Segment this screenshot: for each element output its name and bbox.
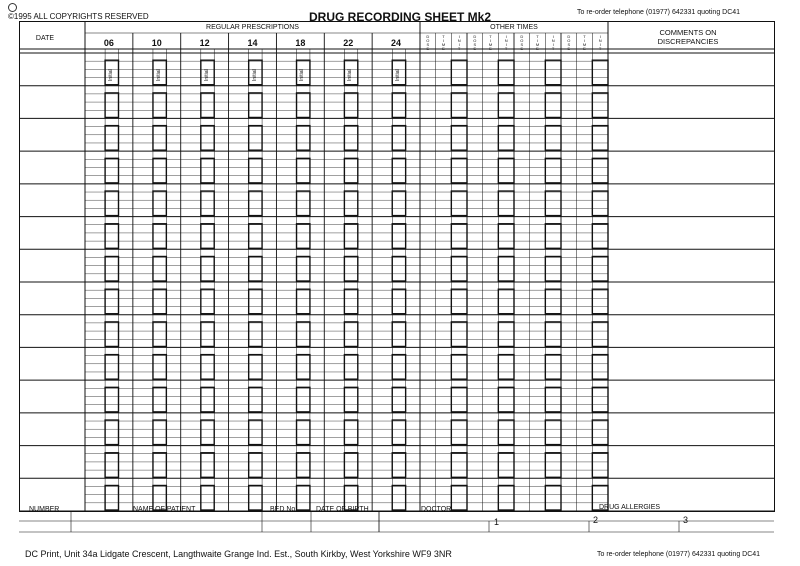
initial-box[interactable] bbox=[201, 485, 214, 510]
initial-box[interactable] bbox=[249, 224, 262, 249]
other-initial-box[interactable] bbox=[498, 60, 514, 85]
initial-box[interactable] bbox=[297, 289, 310, 314]
time-header-3: 14 bbox=[247, 38, 258, 48]
other-initial-box[interactable] bbox=[545, 126, 561, 151]
other-initial-box[interactable] bbox=[545, 93, 561, 118]
initial-box[interactable] bbox=[297, 355, 310, 380]
other-initial-box[interactable] bbox=[592, 289, 608, 314]
initial-box[interactable] bbox=[392, 355, 405, 380]
other-initial-box[interactable] bbox=[592, 453, 608, 478]
initial-label-1: Initial bbox=[155, 69, 162, 81]
initial-box[interactable] bbox=[201, 387, 214, 412]
other-initial-box[interactable] bbox=[451, 93, 467, 118]
allergy-slot-2: 2 bbox=[593, 515, 599, 525]
initial-box[interactable] bbox=[105, 420, 118, 445]
other-times-header: OTHER TIMES bbox=[490, 24, 538, 31]
other-initial-box[interactable] bbox=[498, 289, 514, 314]
initial-box[interactable] bbox=[105, 191, 118, 216]
other-sublabel: D O S E bbox=[520, 34, 524, 51]
initial-box[interactable] bbox=[297, 224, 310, 249]
comments-header: COMMENTS ON DISCREPANCIES bbox=[657, 28, 719, 46]
other-initial-box[interactable] bbox=[498, 158, 514, 183]
drug-allergies-label: DRUG ALLERGIES bbox=[599, 504, 661, 511]
initial-box[interactable] bbox=[201, 453, 214, 478]
initial-box[interactable] bbox=[153, 453, 166, 478]
initial-box[interactable] bbox=[297, 485, 310, 510]
other-initial-box[interactable] bbox=[592, 322, 608, 347]
initial-box[interactable] bbox=[105, 256, 118, 281]
regular-prescriptions-header: REGULAR PRESCRIPTIONS bbox=[206, 24, 299, 31]
initial-box[interactable] bbox=[344, 158, 357, 183]
other-initial-box[interactable] bbox=[545, 224, 561, 249]
other-initial-box[interactable] bbox=[545, 355, 561, 380]
initial-box[interactable] bbox=[297, 126, 310, 151]
initial-box[interactable] bbox=[392, 289, 405, 314]
other-initial-box[interactable] bbox=[498, 420, 514, 445]
other-initial-box[interactable] bbox=[451, 453, 467, 478]
initial-box[interactable] bbox=[249, 158, 262, 183]
other-initial-box[interactable] bbox=[592, 158, 608, 183]
date-header: DATE bbox=[35, 35, 55, 42]
initial-box[interactable] bbox=[392, 387, 405, 412]
other-initial-box[interactable] bbox=[545, 158, 561, 183]
other-initial-box[interactable] bbox=[592, 93, 608, 118]
recording-grid bbox=[19, 21, 779, 533]
initial-label-4: Initial bbox=[299, 69, 306, 81]
initial-box[interactable] bbox=[201, 93, 214, 118]
initial-box[interactable] bbox=[105, 224, 118, 249]
other-initial-box[interactable] bbox=[451, 158, 467, 183]
patient-name-label: NAME OF PATIENT bbox=[133, 506, 196, 513]
other-initial-box[interactable] bbox=[498, 191, 514, 216]
other-initial-box[interactable] bbox=[545, 322, 561, 347]
other-initial-box[interactable] bbox=[451, 387, 467, 412]
initial-label-0: Initial bbox=[107, 69, 114, 81]
other-initial-box[interactable] bbox=[498, 355, 514, 380]
other-sublabel: D O S E bbox=[473, 34, 477, 51]
other-sublabel: I N I T bbox=[551, 34, 555, 51]
other-initial-box[interactable] bbox=[498, 387, 514, 412]
number-label: NUMBER bbox=[29, 506, 60, 513]
initial-box[interactable] bbox=[297, 453, 310, 478]
other-initial-box[interactable] bbox=[592, 60, 608, 85]
initial-box[interactable] bbox=[153, 256, 166, 281]
initial-box[interactable] bbox=[392, 126, 405, 151]
initial-box[interactable] bbox=[201, 420, 214, 445]
initial-box[interactable] bbox=[153, 126, 166, 151]
other-sublabel: I N I T bbox=[598, 34, 602, 51]
initial-box[interactable] bbox=[344, 355, 357, 380]
other-initial-box[interactable] bbox=[592, 420, 608, 445]
other-initial-box[interactable] bbox=[451, 420, 467, 445]
initial-box[interactable] bbox=[249, 453, 262, 478]
initial-box[interactable] bbox=[392, 322, 405, 347]
initial-box[interactable] bbox=[392, 93, 405, 118]
printer-address: DC Print, Unit 34a Lidgate Crescent, Langthwaite Grange Ind. Est., South Kirkby, West Yorkshire WF9 3NR bbox=[25, 549, 452, 559]
other-initial-box[interactable] bbox=[592, 355, 608, 380]
doctor-label: DOCTOR bbox=[421, 506, 452, 513]
initial-box[interactable] bbox=[249, 387, 262, 412]
other-initial-box[interactable] bbox=[592, 126, 608, 151]
reorder-notice-bottom: To re-order telephone (01977) 642331 quoting DC41 bbox=[597, 551, 761, 558]
other-initial-box[interactable] bbox=[545, 387, 561, 412]
initial-box[interactable] bbox=[249, 322, 262, 347]
initial-box[interactable] bbox=[344, 289, 357, 314]
initial-box[interactable] bbox=[249, 93, 262, 118]
other-sublabel: D O S E bbox=[567, 34, 571, 51]
form-title: DRUG RECORDING SHEET Mk2 bbox=[308, 10, 492, 24]
initial-box[interactable] bbox=[344, 191, 357, 216]
other-initial-box[interactable] bbox=[498, 126, 514, 151]
initial-box[interactable] bbox=[105, 387, 118, 412]
initial-box[interactable] bbox=[344, 420, 357, 445]
initial-box[interactable] bbox=[153, 289, 166, 314]
other-sublabel: I N I T bbox=[504, 34, 508, 51]
initial-box[interactable] bbox=[392, 224, 405, 249]
initial-box[interactable] bbox=[201, 191, 214, 216]
allergy-slot-1: 1 bbox=[494, 517, 500, 527]
initial-box[interactable] bbox=[201, 224, 214, 249]
other-initial-box[interactable] bbox=[451, 60, 467, 85]
initial-box[interactable] bbox=[249, 289, 262, 314]
allergy-slot-3: 3 bbox=[683, 515, 689, 525]
time-header-6: 24 bbox=[391, 38, 402, 48]
other-initial-box[interactable] bbox=[451, 289, 467, 314]
initial-box[interactable] bbox=[297, 93, 310, 118]
other-sublabel: T I M E bbox=[535, 34, 540, 51]
initial-box[interactable] bbox=[249, 126, 262, 151]
initial-box[interactable] bbox=[201, 289, 214, 314]
bed-number-label: BED No. bbox=[270, 506, 298, 513]
initial-box[interactable] bbox=[105, 289, 118, 314]
other-initial-box[interactable] bbox=[451, 256, 467, 281]
initial-box[interactable] bbox=[392, 420, 405, 445]
initial-box[interactable] bbox=[344, 453, 357, 478]
initial-box[interactable] bbox=[153, 322, 166, 347]
initial-box[interactable] bbox=[344, 93, 357, 118]
initial-box[interactable] bbox=[344, 126, 357, 151]
initial-box[interactable] bbox=[201, 322, 214, 347]
initial-label-2: Initial bbox=[203, 69, 210, 81]
initial-box[interactable] bbox=[105, 158, 118, 183]
initial-box[interactable] bbox=[392, 191, 405, 216]
initial-box[interactable] bbox=[249, 191, 262, 216]
other-initial-box[interactable] bbox=[451, 191, 467, 216]
initial-box[interactable] bbox=[392, 453, 405, 478]
initial-box[interactable] bbox=[392, 158, 405, 183]
other-initial-box[interactable] bbox=[592, 224, 608, 249]
other-initial-box[interactable] bbox=[498, 93, 514, 118]
other-initial-box[interactable] bbox=[498, 322, 514, 347]
initial-box[interactable] bbox=[249, 355, 262, 380]
other-initial-box[interactable] bbox=[545, 256, 561, 281]
initial-box[interactable] bbox=[344, 224, 357, 249]
initial-box[interactable] bbox=[297, 420, 310, 445]
other-initial-box[interactable] bbox=[498, 453, 514, 478]
initial-box[interactable] bbox=[105, 355, 118, 380]
other-initial-box[interactable] bbox=[592, 256, 608, 281]
initial-box[interactable] bbox=[297, 191, 310, 216]
other-initial-box[interactable] bbox=[592, 387, 608, 412]
copyright-notice: ©1995 ALL COPYRIGHTS RESERVED bbox=[8, 12, 149, 21]
time-header-2: 12 bbox=[199, 38, 210, 48]
initial-box[interactable] bbox=[153, 93, 166, 118]
other-initial-box[interactable] bbox=[451, 126, 467, 151]
other-initial-box[interactable] bbox=[545, 453, 561, 478]
initial-box[interactable] bbox=[153, 355, 166, 380]
initial-label-3: Initial bbox=[251, 69, 258, 81]
initial-box[interactable] bbox=[105, 453, 118, 478]
initial-box[interactable] bbox=[249, 256, 262, 281]
other-initial-box[interactable] bbox=[451, 322, 467, 347]
other-initial-box[interactable] bbox=[545, 485, 561, 510]
initial-box[interactable] bbox=[201, 158, 214, 183]
initial-box[interactable] bbox=[153, 158, 166, 183]
initial-box[interactable] bbox=[249, 485, 262, 510]
initial-box[interactable] bbox=[201, 355, 214, 380]
initial-label-6: Initial bbox=[395, 69, 402, 81]
reorder-notice-top: To re-order telephone (01977) 642331 quoting DC41 bbox=[577, 9, 741, 16]
initial-box[interactable] bbox=[297, 158, 310, 183]
initial-box[interactable] bbox=[201, 126, 214, 151]
other-initial-box[interactable] bbox=[592, 191, 608, 216]
initial-box[interactable] bbox=[392, 256, 405, 281]
other-initial-box[interactable] bbox=[498, 256, 514, 281]
other-sublabel: I N I T bbox=[457, 34, 461, 51]
initial-box[interactable] bbox=[201, 256, 214, 281]
initial-box[interactable] bbox=[153, 420, 166, 445]
initial-box[interactable] bbox=[297, 387, 310, 412]
other-initial-box[interactable] bbox=[545, 60, 561, 85]
other-initial-box[interactable] bbox=[451, 224, 467, 249]
other-initial-box[interactable] bbox=[545, 191, 561, 216]
initial-label-5: Initial bbox=[347, 69, 354, 81]
time-header-1: 10 bbox=[151, 38, 162, 48]
initial-box[interactable] bbox=[105, 126, 118, 151]
initial-box[interactable] bbox=[105, 322, 118, 347]
other-sublabel: T I M E bbox=[582, 34, 587, 51]
other-initial-box[interactable] bbox=[545, 289, 561, 314]
initial-box[interactable] bbox=[344, 256, 357, 281]
initial-box[interactable] bbox=[344, 387, 357, 412]
time-header-4: 18 bbox=[295, 38, 306, 48]
other-initial-box[interactable] bbox=[498, 224, 514, 249]
other-sublabel: T I M E bbox=[488, 34, 493, 51]
grid-lines bbox=[19, 21, 779, 533]
initial-box[interactable] bbox=[297, 256, 310, 281]
initial-box[interactable] bbox=[344, 322, 357, 347]
initial-box[interactable] bbox=[392, 485, 405, 510]
initial-box[interactable] bbox=[153, 224, 166, 249]
other-initial-box[interactable] bbox=[451, 355, 467, 380]
other-initial-box[interactable] bbox=[451, 485, 467, 510]
initial-box[interactable] bbox=[153, 387, 166, 412]
initial-box[interactable] bbox=[105, 485, 118, 510]
other-sublabel: T I M E bbox=[441, 34, 446, 51]
initial-box[interactable] bbox=[153, 191, 166, 216]
initial-box[interactable] bbox=[249, 420, 262, 445]
time-header-5: 22 bbox=[343, 38, 354, 48]
other-sublabel: D O S E bbox=[426, 34, 430, 51]
other-initial-box[interactable] bbox=[545, 420, 561, 445]
initial-box[interactable] bbox=[297, 322, 310, 347]
initial-box[interactable] bbox=[105, 93, 118, 118]
date-of-birth-label: DATE OF BIRTH bbox=[316, 506, 369, 513]
other-initial-box[interactable] bbox=[498, 485, 514, 510]
time-header-0: 06 bbox=[103, 38, 114, 48]
